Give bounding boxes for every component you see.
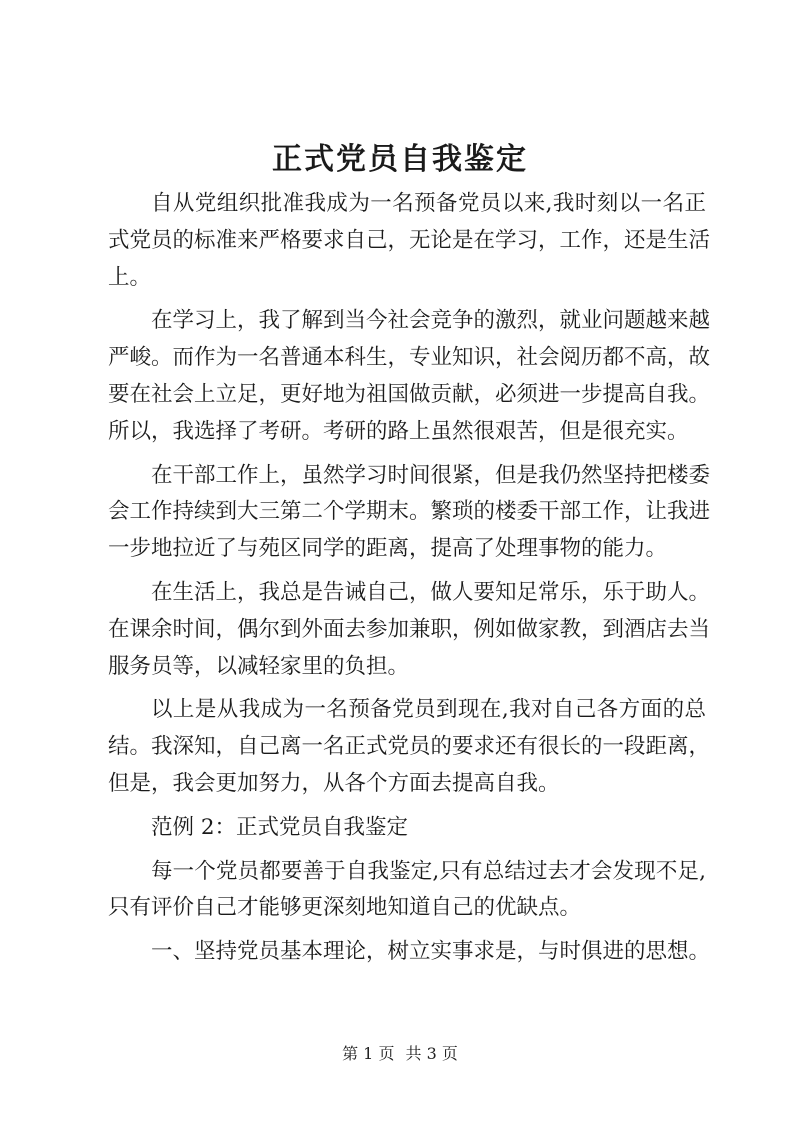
text-line: 在生活上，我总是告诫自己，做人要知足常乐，乐于助人。 [151, 579, 711, 605]
page-total: 共 3 页 [405, 1044, 458, 1063]
text-line: 服务员等，以减轻家里的负担。 [108, 653, 410, 679]
page-number: 第 1 页 [342, 1044, 395, 1063]
paragraph [108, 692, 711, 802]
text-line: 在课余时间，偶尔到外面去参加兼职，例如做家教，到酒店去当 [108, 616, 711, 642]
text-line: 只有评价自己才能够更深刻地知道自己的优缺点。 [108, 895, 582, 921]
document-body [108, 186, 711, 971]
text-line: 以上是从我成为一名预备党员到现在,我对自己各方面的总 [151, 697, 706, 723]
text-line: 一、坚持党员基本理论，树立实事求是，与时俱进的思想。 [151, 939, 711, 965]
text-line: 在学习上，我了解到当今社会竞争的激烈，就业问题越来越 [151, 308, 711, 334]
paragraph [108, 458, 711, 568]
text-line: 会工作持续到大三第二个学期末。繁琐的楼委干部工作，让我进 [108, 499, 711, 525]
text-line: 一步地拉近了与苑区同学的距离，提高了处理事物的能力。 [108, 536, 668, 562]
text-line: 在干部工作上，虽然学习时间很紧，但是我仍然坚持把楼委 [151, 462, 711, 488]
paragraph [108, 854, 706, 928]
text-line: 上。 [108, 264, 152, 290]
text-line: 所以，我选择了考研。考研的路上虽然很艰苦，但是很充实。 [108, 418, 689, 444]
text-line: 严峻。而作为一名普通本科生，专业知识，社会阅历都不高，故 [108, 345, 711, 371]
text-line: 范例 2：正式党员自我鉴定 [151, 814, 409, 840]
paragraph [108, 934, 711, 971]
text-line: 但是，我会更加努力，从各个方面去提高自我。 [108, 770, 560, 796]
paragraph [108, 303, 711, 450]
paragraph [108, 575, 711, 685]
text-line: 式党员的标准来严格要求自己，无论是在学习，工作，还是生活 [108, 227, 711, 253]
document-title: 正式党员自我鉴定 [272, 142, 528, 177]
paragraph [108, 186, 711, 296]
text-line: 每一个党员都要善于自我鉴定,只有总结过去才会发现不足, [151, 858, 706, 884]
text-line: 结。我深知，自己离一名正式党员的要求还有很长的一段距离， [108, 734, 711, 760]
text-line: 要在社会上立足，更好地为祖国做贡献，必须进一步提高自我。 [108, 381, 711, 407]
text-line: 自从党组织批准我成为一名预备党员以来,我时刻以一名正 [151, 191, 706, 216]
page-footer [0, 1043, 800, 1065]
section-heading [108, 810, 706, 847]
